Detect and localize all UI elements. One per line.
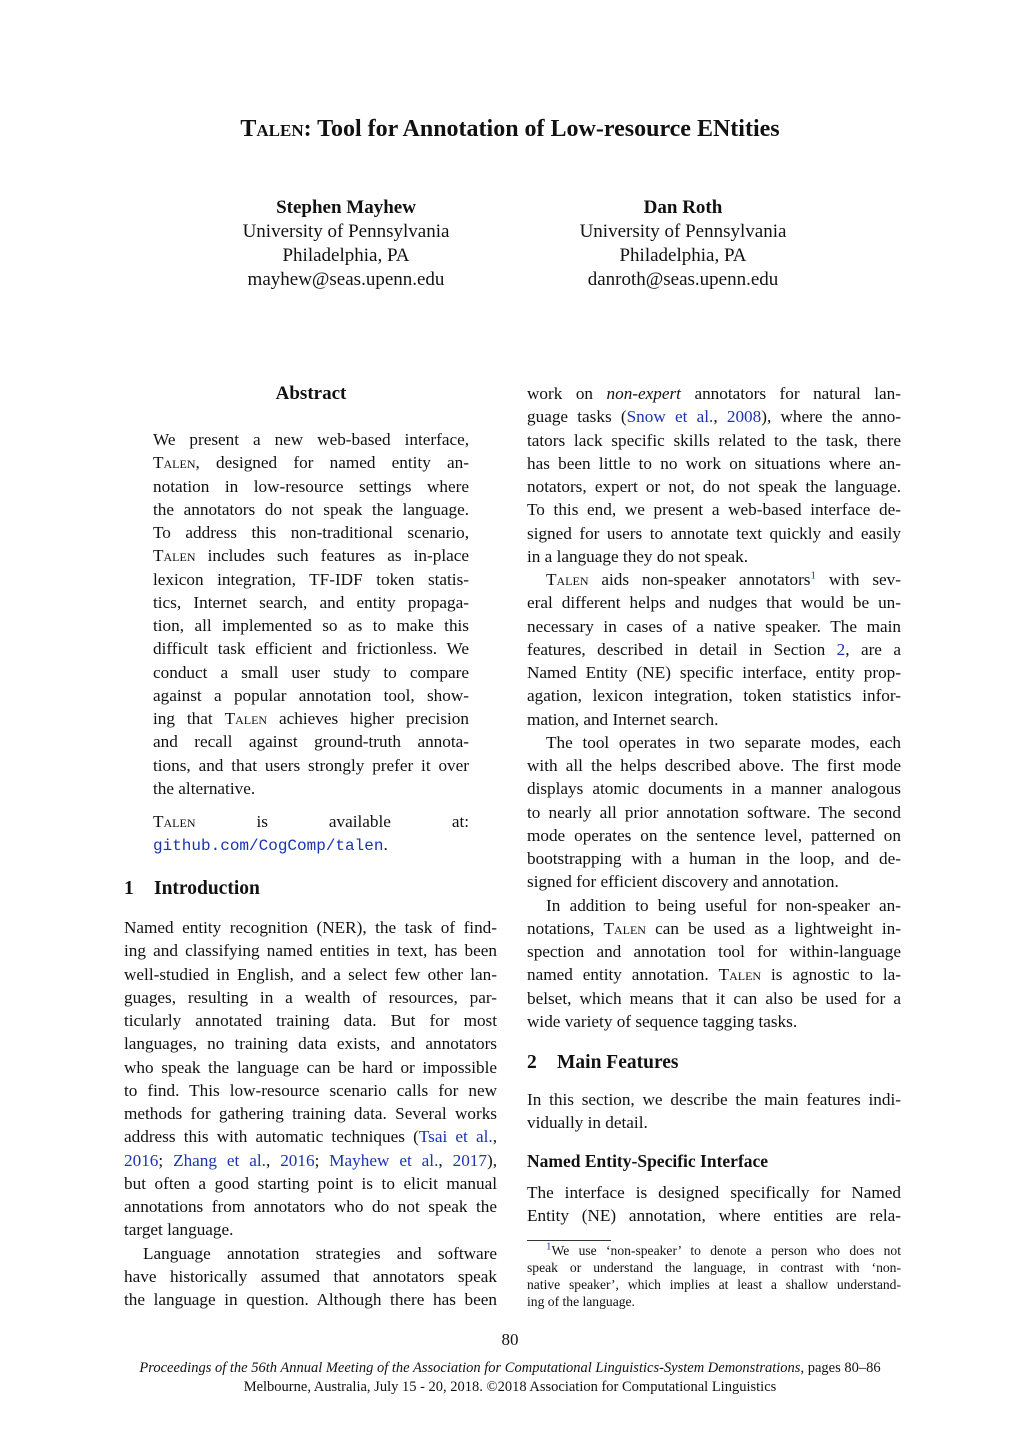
title-text: : Tool for Annotation of Low-resource ENtities: [303, 116, 780, 142]
venue-copyright: Melbourne, Australia, July 15 - 20, 2018. ©2018 Association for Computational Linguistics: [243, 1379, 777, 1395]
citation-link[interactable]: Tsai et al.: [418, 1127, 493, 1147]
text-line: In addition to being useful for non-speaker an-: [546, 895, 901, 915]
right-column-body: [527, 382, 901, 1033]
text-line: the annotators do not speak the language.: [153, 499, 469, 519]
text-line: tion, all implemented so as to make this: [153, 616, 469, 635]
tool-name: Talen: [153, 453, 196, 473]
text-line: [527, 917, 901, 940]
text-line: [124, 1149, 497, 1172]
author-name: Stephen Mayhew: [276, 197, 416, 218]
proceedings-title: Proceedings of the 56th Annual Meeting of the Association for Computational Linguistics-System Demonstrations: [139, 1360, 801, 1376]
text-line: The interface is designed specifically for Named: [527, 1183, 901, 1202]
text-run: ;: [158, 1150, 174, 1170]
text-line: To address this non-traditional scenario,: [153, 523, 469, 542]
text-line: tics, Internet search, and entity propaga-: [153, 592, 469, 612]
text-line: In this section, we describe the main features indi-: [527, 1090, 901, 1109]
tool-name: Talen: [546, 570, 589, 589]
text-line: who speak the language can be hard or impossible: [124, 1057, 497, 1077]
text-line: have historically assumed that annotators speak: [124, 1266, 497, 1286]
abstract-heading: Abstract: [275, 383, 347, 404]
text-line: displays atomic documents in a manner analogous: [527, 779, 901, 799]
text-line: difficult task efficient and frictionless. We: [153, 639, 469, 659]
author-block: [176, 196, 516, 292]
tool-name: Talen: [240, 116, 304, 142]
paragraph: [153, 810, 469, 857]
author-location: Philadelphia, PA: [619, 245, 747, 266]
text-line: Language annotation strategies and software: [143, 1243, 497, 1263]
paper-title: [0, 116, 1020, 143]
paragraph: [527, 1181, 901, 1228]
emphasis: non-expert: [606, 384, 681, 403]
text-run: We use ‘non-speaker’ to denote a person who does not: [551, 1243, 901, 1258]
footnote-rule: [527, 1240, 611, 1241]
text-line: methods for gathering training data. Several works: [124, 1104, 497, 1123]
section-title: Introduction: [154, 878, 260, 899]
author-email: danroth@seas.upenn.edu: [587, 269, 779, 290]
text-line: Named Entity (NE) specific interface, entity prop-: [527, 663, 901, 682]
subsection-heading: Named Entity-Specific Interface: [527, 1151, 769, 1171]
text-run: features, described in detail in Section: [527, 639, 837, 659]
text-run: can be used as a lightweight in-: [645, 918, 901, 938]
text-line: [153, 833, 469, 856]
text-line: Named entity recognition (NER), the task of find-: [124, 918, 497, 937]
text-line: The tool operates in two separate modes, each: [546, 732, 901, 752]
text-line: to find. This low-resource scenario calls for new: [124, 1080, 497, 1100]
text-line: ing of the language.: [527, 1294, 635, 1309]
text-run: named entity annotation.: [527, 965, 719, 985]
text-line: We present a new web-based interface,: [153, 430, 469, 449]
citation-link[interactable]: Mayhew et al.: [329, 1150, 439, 1170]
tool-name: Talen: [224, 709, 268, 728]
text-run: ,: [492, 1127, 497, 1147]
text-line: [527, 568, 901, 591]
text-run: ),: [486, 1150, 498, 1170]
text-line: [124, 1125, 497, 1148]
text-line: mation, and Internet search.: [527, 709, 719, 729]
text-line: spection and annotation tool for within-language: [527, 942, 901, 961]
section-number: 2: [527, 1052, 537, 1073]
author-email: mayhew@seas.upenn.edu: [247, 269, 445, 290]
footnote-marker[interactable]: 1: [546, 1240, 552, 1253]
text-line: in a language they do not speak.: [527, 546, 748, 566]
text-line: [153, 544, 469, 567]
text-line: signed for users to annotate text quickly and easily: [527, 523, 901, 543]
text-line: with all the helps described above. The first mode: [527, 756, 901, 775]
text-line: agation, lexicon integration, token statistics infor-: [527, 686, 901, 706]
text-line: ticularly annotated training data. But for most: [124, 1011, 497, 1030]
citation-link[interactable]: 2016: [280, 1150, 315, 1170]
text-line: and recall against ground-truth annota-: [153, 732, 469, 752]
footnote: [527, 1242, 901, 1310]
text-run: work on: [527, 384, 607, 403]
citation-link[interactable]: 2: [836, 639, 846, 659]
text-run: .: [383, 835, 388, 855]
subsection-body: [527, 1181, 901, 1228]
text-line: tions, and that users strongly prefer it over: [153, 755, 469, 775]
text-line: well-studied in English, and a select few other lan-: [124, 964, 497, 984]
tool-name: Talen: [153, 812, 196, 831]
text-run: ), where the anno-: [761, 407, 902, 427]
text-line: belset, which means that it can also be used for a: [527, 988, 901, 1008]
text-run: , are a: [845, 639, 901, 659]
text-line: languages, no training data exists, and annotators: [124, 1034, 497, 1054]
text-run: with sev-: [815, 570, 901, 589]
text-line: against a popular annotation tool, show-: [153, 685, 469, 705]
text-line: vidually in detail.: [527, 1113, 648, 1133]
text-line: [527, 382, 901, 405]
text-line: To this end, we present a web-based interface de-: [527, 500, 901, 520]
tool-name: Talen: [603, 918, 646, 938]
text-line: [527, 1242, 901, 1259]
text-line: speak or understand the language, in contrast with ‘non-: [527, 1260, 901, 1275]
text-run: is available at:: [195, 812, 469, 831]
paragraph: [527, 1088, 901, 1135]
text-line: ing and classifying named entities in text, has been: [124, 941, 497, 961]
text-run: ;: [314, 1150, 330, 1170]
text-line: guages, resulting in a wealth of resources, par-: [124, 987, 497, 1007]
page-number: 80: [501, 1330, 519, 1349]
introduction-body: [124, 916, 497, 1311]
text-run: annotators for natural lan-: [680, 384, 901, 403]
text-line: [527, 405, 901, 428]
page-range: , pages 80–86: [800, 1360, 881, 1376]
paragraph: [153, 428, 469, 800]
author-affiliation: University of Pennsylvania: [242, 221, 450, 242]
text-run: achieves higher precision: [267, 709, 469, 728]
text-line: annotations from annotators who do not speak the: [124, 1197, 497, 1216]
text-line: Entity (NE) annotation, where entities are rela-: [527, 1206, 901, 1226]
section-title: Main Features: [557, 1052, 679, 1073]
text-line: conduct a small user study to compare: [153, 662, 469, 682]
text-run: includes such features as in-place: [195, 546, 469, 566]
text-line: to nearly all prior annotation software. The second: [527, 802, 901, 822]
paragraph: [527, 568, 901, 731]
citation-link[interactable]: 2016: [124, 1150, 159, 1170]
author-location: Philadelphia, PA: [282, 245, 410, 266]
text-line: native speaker’, which implies at least a shallow understand-: [527, 1277, 901, 1292]
paragraph: [527, 1242, 901, 1310]
paragraph: [527, 382, 901, 568]
text-run: ing that: [153, 709, 225, 728]
text-line: lexicon integration, TF-IDF token statis-: [153, 569, 469, 589]
tool-name: Talen: [718, 965, 762, 985]
text-line: [153, 451, 469, 474]
text-line: notators, expert or not, do not speak the language.: [527, 477, 901, 496]
text-line: wide variety of sequence tagging tasks.: [527, 1011, 798, 1031]
text-line: [153, 707, 469, 730]
abstract-body: [153, 428, 469, 857]
text-run: is agnostic to la-: [761, 965, 901, 985]
section2-body: [527, 1088, 901, 1135]
tool-name: Talen: [153, 546, 196, 566]
author-name: Dan Roth: [643, 197, 723, 218]
section-heading-main-features: [527, 1052, 679, 1074]
text-run: address this with automatic techniques (: [124, 1127, 419, 1147]
text-line: necessary in cases of a native speaker. The main: [527, 616, 901, 636]
text-line: notation in low-resource settings where: [153, 476, 469, 496]
author-block: [513, 196, 853, 292]
text-run: , designed for named entity an-: [195, 453, 469, 473]
paragraph: [124, 1242, 497, 1312]
citation-link[interactable]: Zhang et al.: [173, 1150, 266, 1170]
paragraph: [124, 916, 497, 1242]
section-heading-introduction: [124, 878, 260, 900]
paragraph: [527, 731, 901, 894]
author-affiliation: University of Pennsylvania: [579, 221, 787, 242]
text-run: ,: [265, 1150, 281, 1170]
text-run: guage tasks (: [527, 407, 627, 427]
text-line: tators lack specific skills related to the task, there: [527, 430, 901, 450]
text-line: bootstrapping with a human in the loop, and de-: [527, 849, 901, 868]
text-line: target language.: [124, 1220, 234, 1240]
text-line: [527, 963, 901, 986]
text-line: eral different helps and nudges that would be un-: [527, 593, 901, 613]
repository-link[interactable]: github.com/CogComp/talen: [153, 837, 384, 856]
text-line: [527, 638, 901, 661]
text-line: signed for efficient discovery and annotation.: [527, 872, 839, 892]
text-line: [153, 810, 469, 833]
text-line: has been little to no work on situations where an-: [527, 453, 901, 473]
text-run: ,: [713, 407, 727, 427]
citation-link[interactable]: 2017: [452, 1150, 487, 1170]
page-footer: [0, 1359, 1020, 1397]
paragraph: [527, 894, 901, 1034]
text-run: aids non-speaker annotators: [588, 570, 811, 589]
text-line: but often a good starting point is to elicit manual: [124, 1173, 497, 1193]
text-run: notations,: [527, 918, 604, 938]
citation-link[interactable]: Snow et al.: [626, 407, 714, 427]
text-run: ,: [438, 1150, 453, 1170]
citation-link[interactable]: 2008: [726, 407, 762, 427]
text-line: the language in question. Although there has been: [124, 1290, 497, 1309]
text-line: mode operates on the sentence level, patterned on: [527, 825, 901, 845]
text-line: the alternative.: [153, 778, 256, 798]
footnote-marker[interactable]: 1: [810, 569, 816, 582]
section-number: 1: [124, 878, 134, 899]
